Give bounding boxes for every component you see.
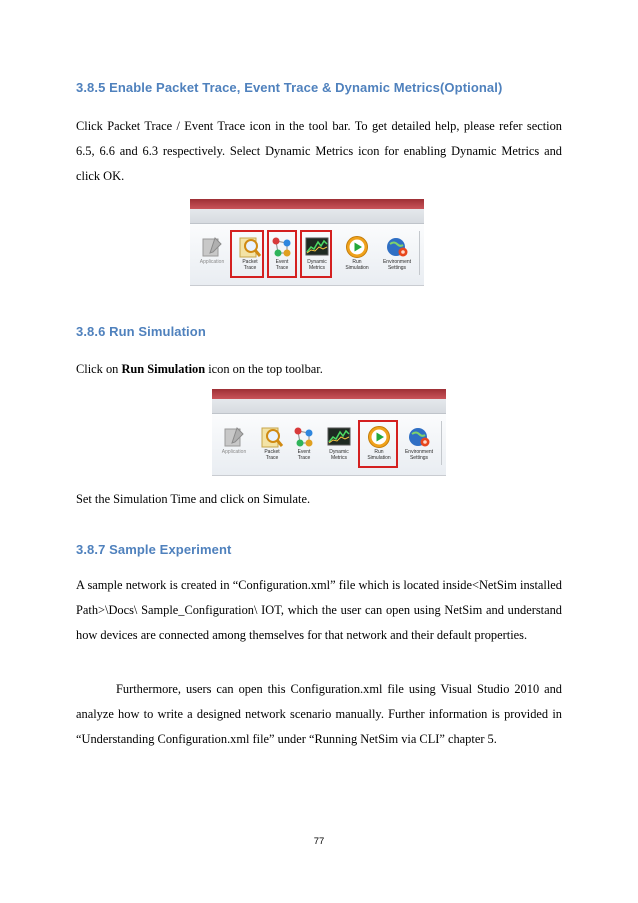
paragraph-3-8-5: Click Packet Trace / Event Trace icon in the tool bar. To get detailed help, please refer section 6.5, 6.6 and 6.3 respectively. Select Dynamic Metrics icon for enabling Dynamic Metrics and click OK. [76, 119, 562, 183]
environment-settings-label-line2-2: Settings [409, 454, 429, 461]
dynamic-metrics-tool-2 [319, 421, 359, 467]
environment-settings-icon [407, 425, 431, 449]
run-simulation-text-prefix: Click on [76, 362, 122, 376]
run-simulation-label-line2: Simulation [345, 264, 369, 271]
highlight-event-trace [267, 230, 297, 278]
heading-3-8-5: 3.8.5 Enable Packet Trace, Event Trace & Dynamic Metrics(Optional) [76, 80, 503, 95]
environment-settings-icon [385, 235, 409, 259]
paragraph-3-8-7-b: Furthermore, users can open this Configuration.xml file using Visual Studio 2010 and analyze how to write a designed network scenario manually. Further information is provided in “Understanding Configuration.xml file” under “Running NetSim via CLI” chapter 5. [76, 682, 562, 746]
paragraph-3-8-6 [76, 362, 562, 377]
run-simulation-label-line1-2: Run [374, 449, 384, 455]
application-label-2: Application [221, 449, 247, 455]
heading-3-8-7: 3.8.7 Sample Experiment [76, 542, 232, 557]
dynamic-metrics-label-line2-2: Metrics [330, 454, 348, 461]
environment-settings-label-line1: Environment [382, 259, 412, 265]
environment-settings-tool-2 [399, 421, 439, 467]
event-trace-icon [292, 425, 316, 449]
dynamic-metrics-label-line1-2: Dynamic [329, 449, 349, 455]
event-trace-label-line2: Trace [275, 264, 289, 271]
heading-3-8-6: 3.8.6 Run Simulation [76, 324, 206, 339]
page-number: 77 [313, 836, 325, 847]
run-simulation-text-suffix: icon on the top toolbar. [205, 362, 323, 376]
packet-trace-label-line2-2: Trace [265, 454, 279, 461]
highlight-packet-trace [230, 230, 264, 278]
paragraph-3-8-7-a: A sample network is created in “Configuration.xml” file which is located inside<NetSim installed Path>\Docs\ Sample_Configuration\ IOT, which the user can open using NetSim and understand how devices are connected among themselves for that network and their default properties. [76, 578, 562, 642]
environment-settings-label-line2: Settings [387, 264, 407, 271]
run-simulation-label-line2-2: Simulation [367, 454, 391, 461]
dynamic-metrics-label-line2: Metrics [308, 264, 326, 271]
event-trace-label-line2-2: Trace [297, 454, 311, 461]
environment-settings-tool [377, 231, 417, 277]
dynamic-metrics-icon [327, 425, 351, 449]
run-simulation-tool [337, 231, 377, 277]
paragraph-set-simulation-time: Set the Simulation Time and click on Simulate. [76, 492, 311, 506]
packet-trace-label-line1-2: Packet [264, 449, 280, 455]
environment-settings-label-line1-2: Environment [404, 449, 434, 455]
application-icon [222, 425, 246, 449]
packet-trace-label-line1: Packet [242, 259, 258, 265]
packet-trace-icon [260, 425, 284, 449]
application-icon [200, 235, 224, 259]
event-trace-label-line1: Event [275, 259, 289, 265]
toolbar-screenshot-1 [190, 199, 424, 286]
application-label: Application [199, 259, 225, 265]
event-trace-label-line1-2: Event [297, 449, 311, 455]
dynamic-metrics-label-line1: Dynamic [307, 259, 327, 265]
packet-trace-label-line2: Trace [243, 264, 257, 271]
highlight-dynamic-metrics [300, 230, 332, 278]
highlight-run-simulation [358, 420, 398, 468]
run-simulation-label-line1: Run [352, 259, 362, 265]
run-simulation-text-bold: Run Simulation [121, 362, 206, 376]
run-simulation-icon [345, 235, 369, 259]
toolbar-screenshot-2 [212, 389, 446, 476]
